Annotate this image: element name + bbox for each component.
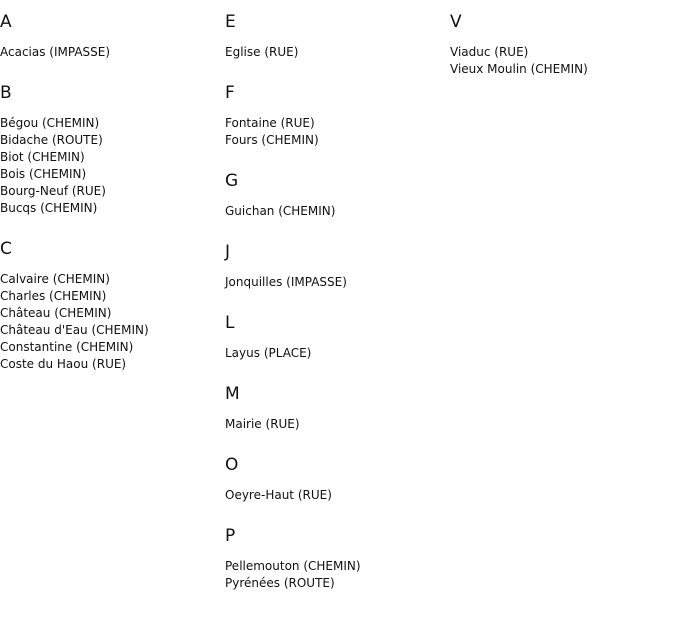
street-link[interactable]: Eglise (RUE) bbox=[225, 45, 299, 59]
letter-heading: M bbox=[225, 384, 240, 404]
index-column-1 bbox=[0, 11, 220, 394]
street-link[interactable]: Vieux Moulin (CHEMIN) bbox=[450, 62, 588, 76]
street-list bbox=[225, 487, 445, 504]
letter-group bbox=[0, 238, 220, 373]
street-link[interactable]: Constantine (CHEMIN) bbox=[0, 340, 134, 354]
street-link[interactable]: Fontaine (RUE) bbox=[225, 116, 315, 130]
street-list bbox=[225, 115, 445, 149]
letter-heading: G bbox=[225, 171, 239, 191]
letter-heading: E bbox=[225, 12, 236, 32]
street-link[interactable]: Coste du Haou (RUE) bbox=[0, 357, 127, 371]
letter-heading: F bbox=[225, 83, 235, 103]
street-link[interactable]: Bourg-Neuf (RUE) bbox=[0, 184, 106, 198]
letter-heading: J bbox=[225, 242, 231, 262]
street-link[interactable]: Fours (CHEMIN) bbox=[225, 133, 319, 147]
street-list bbox=[225, 44, 445, 61]
street-list bbox=[0, 271, 220, 373]
letter-group bbox=[0, 11, 220, 61]
letter-heading: O bbox=[225, 455, 239, 475]
street-link[interactable]: Château d'Eau (CHEMIN) bbox=[0, 323, 149, 337]
street-list bbox=[225, 416, 445, 433]
street-link[interactable]: Bois (CHEMIN) bbox=[0, 167, 87, 181]
letter-heading: A bbox=[0, 12, 12, 32]
letter-group bbox=[225, 82, 445, 149]
street-link[interactable]: Bucqs (CHEMIN) bbox=[0, 201, 98, 215]
street-list bbox=[450, 44, 670, 78]
street-link[interactable]: Bidache (ROUTE) bbox=[0, 133, 103, 147]
street-link[interactable]: Charles (CHEMIN) bbox=[0, 289, 107, 303]
letter-heading: B bbox=[0, 83, 12, 103]
letter-group bbox=[225, 170, 445, 220]
index-column-3 bbox=[450, 11, 670, 99]
letter-group bbox=[225, 11, 445, 61]
street-link[interactable]: Oeyre-Haut (RUE) bbox=[225, 488, 332, 502]
letter-group bbox=[0, 82, 220, 217]
letter-group bbox=[225, 383, 445, 433]
street-link[interactable]: Biot (CHEMIN) bbox=[0, 150, 85, 164]
street-link[interactable]: Calvaire (CHEMIN) bbox=[0, 272, 110, 286]
street-link[interactable]: Mairie (RUE) bbox=[225, 417, 300, 431]
street-link[interactable]: Viaduc (RUE) bbox=[450, 45, 529, 59]
index-column-2 bbox=[225, 11, 445, 613]
street-link[interactable]: Château (CHEMIN) bbox=[0, 306, 112, 320]
street-link[interactable]: Bégou (CHEMIN) bbox=[0, 116, 100, 130]
street-link[interactable]: Acacias (IMPASSE) bbox=[0, 45, 111, 59]
street-list bbox=[225, 274, 445, 291]
letter-heading: V bbox=[450, 12, 462, 32]
street-link[interactable]: Layus (PLACE) bbox=[225, 346, 312, 360]
letter-group bbox=[225, 241, 445, 291]
letter-heading: L bbox=[225, 313, 235, 333]
letter-heading: P bbox=[225, 526, 236, 546]
street-link[interactable]: Pyrénées (ROUTE) bbox=[225, 576, 335, 590]
street-list bbox=[0, 115, 220, 217]
letter-heading: C bbox=[0, 239, 12, 259]
letter-group bbox=[225, 312, 445, 362]
street-link[interactable]: Pellemouton (CHEMIN) bbox=[225, 559, 361, 573]
street-list bbox=[0, 44, 220, 61]
street-list bbox=[225, 558, 445, 592]
street-list bbox=[225, 203, 445, 220]
letter-group bbox=[450, 11, 670, 78]
street-list bbox=[225, 345, 445, 362]
letter-group bbox=[225, 454, 445, 504]
letter-group bbox=[225, 525, 445, 592]
street-link[interactable]: Jonquilles (IMPASSE) bbox=[225, 275, 347, 289]
street-link[interactable]: Guichan (CHEMIN) bbox=[225, 204, 336, 218]
